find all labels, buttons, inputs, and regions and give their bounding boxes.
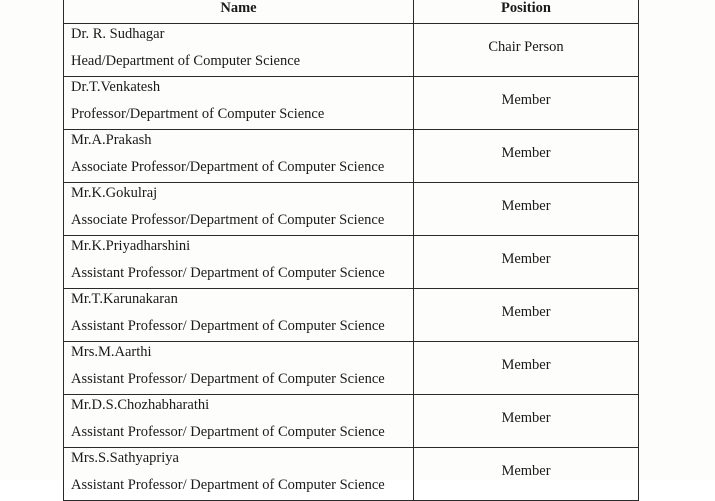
member-designation: Professor/Department of Computer Science xyxy=(71,106,325,122)
member-name: Mrs.S.Sathyapriya xyxy=(71,450,179,466)
member-name: Dr.T.Venkatesh xyxy=(71,79,161,95)
committee-table xyxy=(63,0,639,501)
table-header-row xyxy=(64,0,639,24)
table-row xyxy=(64,289,639,342)
member-designation: Assistant Professor/ Department of Computer Science xyxy=(71,371,385,387)
header-position: Position xyxy=(414,0,639,24)
table-row xyxy=(64,24,639,77)
member-name: Dr. R. Sudhagar xyxy=(71,26,165,42)
table-row xyxy=(64,395,639,448)
member-name: Mr.T.Karunakaran xyxy=(71,291,178,307)
member-cell xyxy=(64,24,414,77)
member-position: Member xyxy=(501,410,551,426)
member-cell xyxy=(64,236,414,289)
member-position: Member xyxy=(501,198,551,214)
member-position: Chair Person xyxy=(488,39,564,55)
position-cell xyxy=(414,77,639,130)
table-row xyxy=(64,236,639,289)
member-name: Mr.K.Priyadharshini xyxy=(71,238,191,254)
position-cell xyxy=(414,236,639,289)
member-position: Member xyxy=(501,463,551,479)
member-cell xyxy=(64,342,414,395)
member-designation: Head/Department of Computer Science xyxy=(71,53,301,69)
member-designation: Assistant Professor/ Department of Computer Science xyxy=(71,318,385,334)
member-cell xyxy=(64,289,414,342)
table-row xyxy=(64,130,639,183)
member-designation: Associate Professor/Department of Computer Science xyxy=(71,212,385,228)
table-row xyxy=(64,183,639,236)
member-designation: Assistant Professor/ Department of Computer Science xyxy=(71,477,385,493)
member-name: Mr.A.Prakash xyxy=(71,132,152,148)
member-position: Member xyxy=(501,357,551,373)
member-cell xyxy=(64,395,414,448)
member-name: Mrs.M.Aarthi xyxy=(71,344,152,360)
position-cell xyxy=(414,183,639,236)
member-designation: Assistant Professor/ Department of Computer Science xyxy=(71,265,385,281)
member-position: Member xyxy=(501,304,551,320)
table-row xyxy=(64,342,639,395)
member-cell xyxy=(64,130,414,183)
position-cell xyxy=(414,395,639,448)
member-name: Mr.D.S.Chozhabharathi xyxy=(71,397,210,413)
position-cell xyxy=(414,289,639,342)
member-position: Member xyxy=(501,251,551,267)
position-cell xyxy=(414,24,639,77)
member-cell xyxy=(64,183,414,236)
table-row xyxy=(64,77,639,130)
member-designation: Assistant Professor/ Department of Computer Science xyxy=(71,424,385,440)
header-name: Name xyxy=(64,0,414,24)
member-position: Member xyxy=(501,145,551,161)
position-cell xyxy=(414,130,639,183)
member-designation: Associate Professor/Department of Computer Science xyxy=(71,159,385,175)
table-row xyxy=(64,448,639,501)
position-cell xyxy=(414,448,639,501)
member-cell xyxy=(64,77,414,130)
member-cell xyxy=(64,448,414,501)
position-cell xyxy=(414,342,639,395)
member-position: Member xyxy=(501,92,551,108)
member-name: Mr.K.Gokulraj xyxy=(71,185,158,201)
